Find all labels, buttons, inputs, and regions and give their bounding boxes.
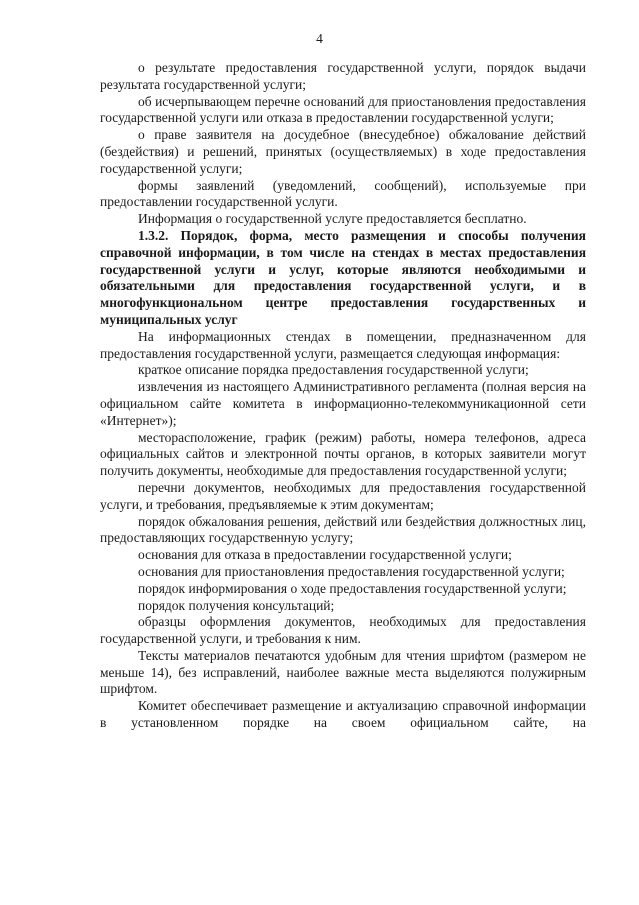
paragraph: о результате предоставления государственной услуги, порядок выдачи результата государственной услуги; (100, 60, 586, 92)
list-item: краткое описание порядка предоставления государственной услуги; (138, 362, 529, 378)
paragraph: Информация о государственной услуге предоставляется бесплатно. (138, 211, 527, 227)
paragraph: Тексты материалов печатаются удобным для чтения шрифтом (размером не меньше 14), без исправлений, наиболее важные места выделяются полужирным шрифтом. (100, 647, 586, 697)
section-heading: 1.3.2. Порядок, форма, место размещения и способы получения справочной информации, в том числе на стендах в местах предоставления государственной услуги и услуг, которые являются необходимыми и обязательными для предоставления государственной услуги, и в многофункциональном центре предоставления государственных и муниципальных услуг (100, 227, 586, 327)
list-item: месторасположение, график (режим) работы, номера телефонов, адреса официальных сайтов и электронной почты органов, в которых заявители могут получить документы, необходимые для предоставления государственной услуги; (100, 429, 586, 479)
list-item: перечни документов, необходимых для предоставления государственной услуги, и требования, предъявляемые к этим документам; (100, 479, 586, 512)
list-item: основания для отказа в предоставлении государственной услуги; (138, 547, 512, 563)
paragraph: Комитет обеспечивает размещение и актуализацию справочной информации в установленном порядке на своем официальном сайте, на (100, 698, 586, 731)
paragraph: На информационных стендах в помещении, предназначенном для предоставления государственной услуги, размещается следующая информация: (100, 328, 586, 361)
paragraph: об исчерпывающем перечне оснований для приостановления предоставления государственной услуги или отказа в предоставлении государственной услуги; (100, 93, 586, 126)
list-item: образцы оформления документов, необходимых для предоставления государственной услуги, и требования к ним. (100, 614, 586, 647)
document-body (100, 60, 586, 732)
list-item: извлечения из настоящего Административного регламента (полная версия на официальном сайте комитета в информационно-телекоммуникационной сети «Интернет»); (100, 379, 586, 428)
list-item: порядок информирования о ходе предоставления государственной услуги; (138, 580, 567, 596)
list-item: основания для приостановления предоставления государственной услуги; (138, 563, 565, 579)
paragraph: формы заявлений (уведомлений, сообщений), используемые при предоставлении государственной услуги. (100, 177, 586, 210)
paragraph: о праве заявителя на досудебное (внесудебное) обжалование действий (бездействия) и решений, принятых (осуществляемых) в ходе предоставления государственной услуги; (100, 127, 586, 176)
list-item: порядок обжалования решения, действий или бездействия должностных лиц, предоставляющих государственную услугу; (100, 513, 586, 546)
list-item: порядок получения консультаций; (138, 597, 335, 613)
page-number: 4 (316, 31, 323, 46)
